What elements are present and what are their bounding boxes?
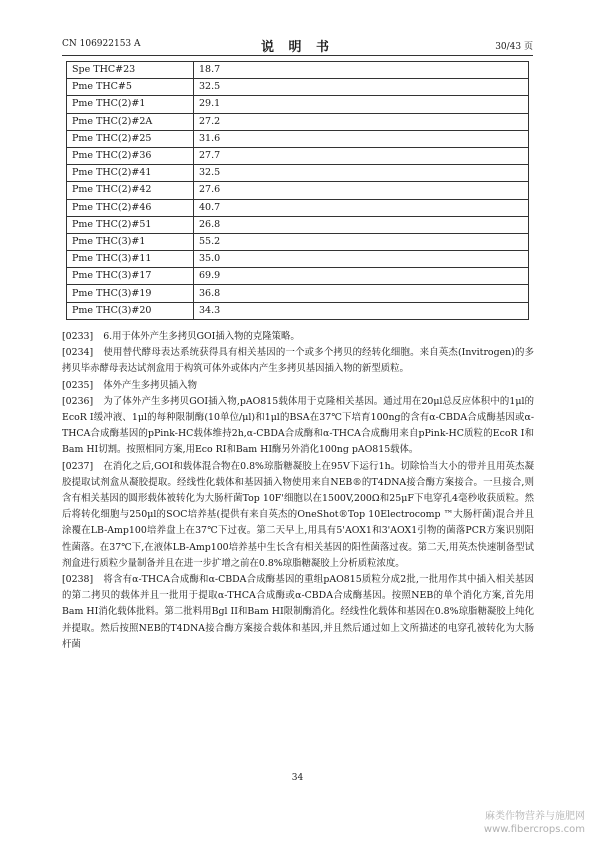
strain-cell: Pme THC(2)#36 (67, 147, 194, 164)
paragraph (62, 329, 534, 345)
table-row (67, 79, 529, 96)
paragraph-text: 体外产生多拷贝插入物 (103, 379, 197, 391)
watermark-title: 麻类作物营养与施肥网 (485, 811, 585, 822)
watermark-url: www.fibercrops.com (483, 824, 585, 835)
table-row (67, 199, 529, 216)
strain-cell: Pme THC(2)#1 (67, 96, 194, 113)
table-row (67, 251, 529, 268)
paragraph-number: [0237] (62, 460, 94, 472)
results-table (66, 61, 529, 320)
paragraph-text: 在消化之后,GOI和载体混合物在0.8%琼脂糖凝胶上在95V下运行1h。切除恰当大小的带并且用英杰凝胶提取试剂盒从凝胶提取。经线性化载体和基因插入物使用来自NEB®的T4DNA接合酶方案接合。一旦接合,则含有相关基因的圆形载体被转化为大肠杆菌Top 10F'细胞以在1500V,200Ω和25μF下电穿孔4毫秒收获质粒。然后将转化细胞与250μl的SOC培养基(提供有来自英杰的OneShot®Top 10Electrocomp ™大肠杆菌)混合并且涂覆在LB-Amp100培养盘上在37℃下过夜。第二天早上,用具有5'AOX1和3'AOX1引物的菌落PCR方案识别阳性菌落。在37℃下,在液体LB-Amp100培养基中生长含有相关基因的阳性菌落过夜。第二天,用英杰快速制备型试剂盒进行质粒少量制备并且在进一步扩增之前在0.8%琼脂糖凝胶上分析质粒浓度。 (62, 460, 534, 569)
paragraph (62, 572, 534, 653)
value-cell: 31.6 (194, 130, 529, 147)
paragraph-number: [0236] (62, 395, 94, 407)
page-header (62, 36, 533, 55)
body-text (62, 329, 534, 653)
strain-cell: Pme THC(3)#1 (67, 233, 194, 250)
page-counter: 30/43 页 (495, 42, 533, 52)
value-cell: 27.2 (194, 113, 529, 130)
table-row (67, 130, 529, 147)
strain-cell: Pme THC#5 (67, 79, 194, 96)
value-cell: 18.7 (194, 62, 529, 79)
value-cell: 27.6 (194, 182, 529, 199)
value-cell: 35.0 (194, 251, 529, 268)
paragraph-text: 使用替代酵母表达系统获得具有相关基因的一个或多个拷贝的经转化细胞。来自英杰(Invitrogen)的多拷贝毕赤酵母表达试剂盒用于构筑可体外或体内产生多拷贝基因插入物的新型质粒。 (62, 347, 534, 375)
table-row (67, 147, 529, 164)
strain-cell: Pme THC(3)#11 (67, 251, 194, 268)
watermark (484, 810, 585, 836)
table-row (67, 165, 529, 182)
strain-cell: Pme THC(2)#41 (67, 165, 194, 182)
table-row (67, 285, 529, 302)
strain-cell: Pme THC(2)#46 (67, 199, 194, 216)
paragraph-number: [0234] (62, 347, 94, 359)
paragraph-number: [0235] (62, 379, 94, 391)
paragraph-text: 为了体外产生多拷贝GOI插入物,pAO815载体用于克隆相关基因。通过用在20μl总反应体积中的1μl的EcoR I缓冲液、1μl的每种限制酶(10单位/μl)和1μl的BSA在37℃下培育100ng的含有α-CBDA合成酶基因或α-THCA合成酶基因的pPink-HC载体维持2h,α-CBDA合成酶和α-THCA合成酶用来自pPink-HC质粒的EcoR I和Bam HI切割。按照相同方案,用Eco RI和Bam HI酶另外消化100ng pAO815载体。 (62, 395, 534, 456)
page-number: 34 (291, 773, 304, 783)
strain-cell: Spe THC#23 (67, 62, 194, 79)
paragraph-text: 将含有α-THCA合成酶和α-CBDA合成酶基因的重组pAO815质粒分成2批,一批用作其中插入相关基因的第二拷贝的载体并且一批用于提取α-THCA合成酶或α-CBDA合成酶基因。按照NEB的单个消化方案,首先用Bam HI消化载体批料。第二批料用Bgl II和Bam HI限制酶消化。经线性化载体和基因在0.8%琼脂糖凝胶上纯化并提取。然后按照NEB的T4DNA接合酶方案接合载体和基因,并且然后通过如上文所描述的电穿孔被转化为大肠杆菌 (62, 574, 534, 650)
paragraph (62, 394, 534, 459)
strain-cell: Pme THC(2)#51 (67, 216, 194, 233)
value-cell: 34.3 (194, 302, 529, 319)
patent-number: CN 106922153 A (62, 39, 141, 49)
header-divider (62, 55, 533, 56)
strain-cell: Pme THC(2)#25 (67, 130, 194, 147)
strain-cell: Pme THC(3)#20 (67, 302, 194, 319)
table-row (67, 233, 529, 250)
table-row (67, 113, 529, 130)
table-row (67, 96, 529, 113)
value-cell: 26.8 (194, 216, 529, 233)
strain-cell: Pme THC(3)#17 (67, 268, 194, 285)
table-row (67, 62, 529, 79)
table-row (67, 182, 529, 199)
document-title: 说 明 书 (260, 40, 335, 55)
strain-cell: Pme THC(3)#19 (67, 285, 194, 302)
value-cell: 55.2 (194, 233, 529, 250)
value-cell: 40.7 (194, 199, 529, 216)
table-row (67, 302, 529, 319)
value-cell: 69.9 (194, 268, 529, 285)
paragraph (62, 345, 534, 377)
value-cell: 32.5 (194, 79, 529, 96)
table-row (67, 216, 529, 233)
value-cell: 29.1 (194, 96, 529, 113)
value-cell: 36.8 (194, 285, 529, 302)
strain-cell: Pme THC(2)#2A (67, 113, 194, 130)
paragraph-number: [0233] (62, 331, 94, 342)
paragraph-number: [0238] (62, 574, 94, 586)
value-cell: 32.5 (194, 165, 529, 182)
value-cell: 27.7 (194, 147, 529, 164)
paragraph (62, 459, 534, 572)
paragraph-text: 6.用于体外产生多拷贝GOI插入物的克隆策略。 (103, 331, 300, 342)
table-row (67, 268, 529, 285)
paragraph (62, 378, 534, 394)
strain-cell: Pme THC(2)#42 (67, 182, 194, 199)
